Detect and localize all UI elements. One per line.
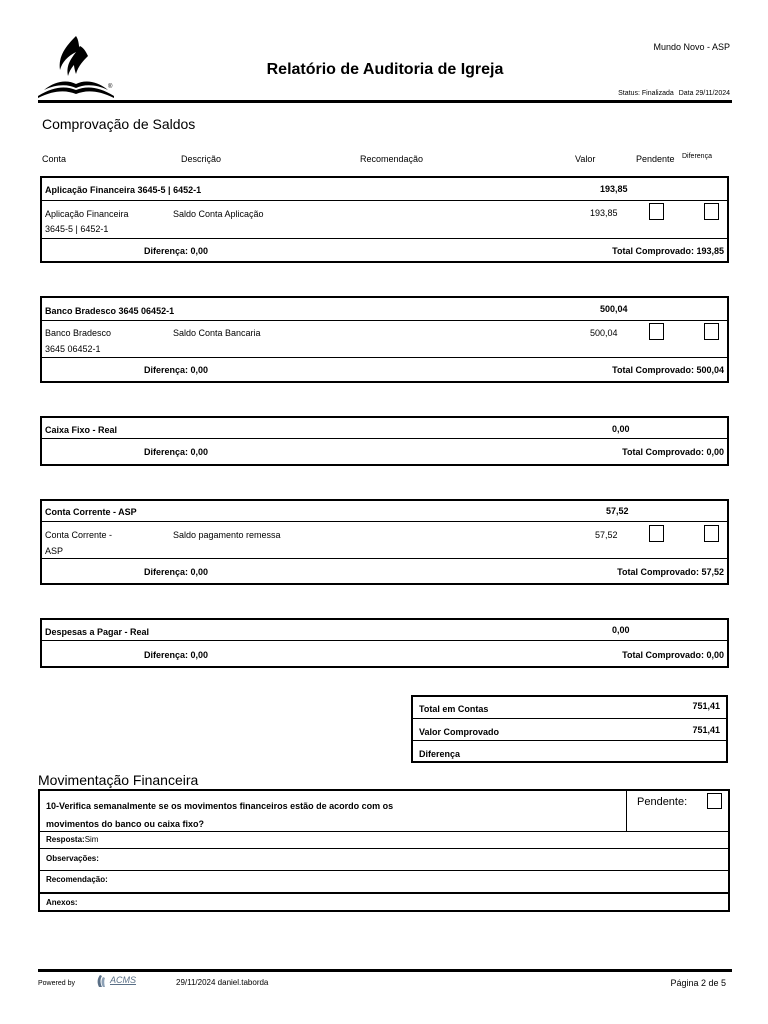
col-pendente: Pendente xyxy=(636,154,675,164)
saldo-block xyxy=(40,618,729,668)
row-descricao: Saldo Conta Bancaria xyxy=(173,328,261,338)
question-text-2: movimentos do banco ou caixa fixo? xyxy=(46,819,205,829)
pendente-checkbox[interactable] xyxy=(649,323,664,340)
row-descricao: Saldo Conta Aplicação xyxy=(173,209,264,219)
block-diferenca: Diferença: 0,00 xyxy=(144,246,209,256)
date-value: 29/11/2024 xyxy=(695,90,730,97)
report-title: Relatório de Auditoria de Igreja xyxy=(266,61,504,78)
pendente-checkbox[interactable] xyxy=(707,793,722,809)
footer-divider xyxy=(38,969,732,972)
acms-logo-icon xyxy=(94,974,142,990)
saldo-block xyxy=(40,296,729,383)
total-contas-label: Total em Contas xyxy=(419,704,489,714)
pendente-checkbox[interactable] xyxy=(649,525,664,542)
resposta-value: Sim xyxy=(84,835,99,844)
status-line xyxy=(560,90,730,97)
saldos-heading: Comprovação de Saldos xyxy=(42,116,196,132)
row-conta: Banco Bradesco xyxy=(45,328,112,338)
block-divider xyxy=(42,357,727,358)
valor-comprovado-value: 751,41 xyxy=(692,725,720,735)
block-diferenca: Diferença: 0,00 xyxy=(144,447,209,457)
block-value: 0,00 xyxy=(612,424,630,434)
block-divider xyxy=(42,521,727,522)
block-diferenca: Diferença: 0,00 xyxy=(144,567,209,577)
pendente-label: Pendente: xyxy=(637,796,688,808)
block-total: Total Comprovado: 193,85 xyxy=(612,246,724,256)
block-divider xyxy=(42,320,727,321)
row-descricao: Saldo pagamento remessa xyxy=(173,530,281,540)
col-valor: Valor xyxy=(575,154,596,164)
date-label: Data xyxy=(678,90,694,97)
col-conta: Conta xyxy=(42,154,67,164)
page-number: Página 2 de 5 xyxy=(670,978,726,988)
logo-registered-mark: ® xyxy=(108,84,113,90)
observacoes-label: Observações: xyxy=(46,854,99,863)
total-contas-value: 751,41 xyxy=(692,701,720,711)
header-divider xyxy=(38,100,732,103)
powered-by: Powered by xyxy=(38,980,75,987)
block-title: Conta Corrente - ASP xyxy=(45,507,137,517)
block-diferenca: Diferença: 0,00 xyxy=(144,650,209,660)
header-location: Mundo Novo - ASP xyxy=(653,42,730,52)
saldo-block xyxy=(40,416,729,466)
row-conta-2: 3645 06452-1 xyxy=(45,344,101,354)
row-conta-2: 3645-5 | 6452-1 xyxy=(45,224,109,234)
row-valor: 500,04 xyxy=(590,328,618,338)
diferenca-checkbox[interactable] xyxy=(704,525,719,542)
block-title: Aplicação Financeira 3645-5 | 6452-1 xyxy=(45,185,202,195)
diferenca-checkbox[interactable] xyxy=(704,323,719,340)
block-value: 57,52 xyxy=(606,506,629,516)
question-divider xyxy=(40,848,728,849)
summary-divider xyxy=(413,718,726,719)
block-value: 0,00 xyxy=(612,625,630,635)
footer-stamp: 29/11/2024 daniel.taborda xyxy=(176,978,269,987)
question-divider xyxy=(40,892,728,894)
valor-comprovado-label: Valor Comprovado xyxy=(419,727,500,737)
block-title: Despesas a Pagar - Real xyxy=(45,627,150,637)
pendente-divider xyxy=(626,791,627,831)
col-diferenca: Diferença xyxy=(682,153,712,160)
summary-divider xyxy=(413,740,726,741)
block-divider xyxy=(42,438,727,439)
saldo-block xyxy=(40,176,729,263)
block-total: Total Comprovado: 0,00 xyxy=(622,650,724,660)
block-divider xyxy=(42,640,727,641)
block-title: Caixa Fixo - Real xyxy=(45,425,118,435)
row-conta: Conta Corrente - xyxy=(45,530,113,540)
summary-box xyxy=(411,695,728,763)
row-valor: 193,85 xyxy=(590,208,618,218)
diferenca-checkbox[interactable] xyxy=(704,203,719,220)
block-total: Total Comprovado: 57,52 xyxy=(617,567,724,577)
row-conta-2: ASP xyxy=(45,546,64,556)
row-valor: 57,52 xyxy=(595,530,618,540)
pendente-checkbox[interactable] xyxy=(649,203,664,220)
question-text-1: 10-Verifica semanalmente se os movimentos financeiros estão de acordo com os xyxy=(46,801,394,811)
block-value: 193,85 xyxy=(600,184,628,194)
church-logo-icon xyxy=(36,32,116,100)
question-divider xyxy=(40,870,728,871)
anexos-label: Anexos: xyxy=(46,898,78,907)
resposta-row xyxy=(46,835,98,844)
col-recomendacao: Recomendação xyxy=(360,154,424,164)
block-title: Banco Bradesco 3645 06452-1 xyxy=(45,306,175,316)
block-divider xyxy=(42,558,727,559)
resposta-label: Resposta: xyxy=(46,835,85,844)
question-box xyxy=(38,789,730,912)
acms-logo-text: ACMS xyxy=(110,975,137,985)
saldo-block xyxy=(40,499,729,585)
recomendacao-label: Recomendação: xyxy=(46,875,108,884)
row-conta: Aplicação Financeira xyxy=(45,209,129,219)
status-label: Status: xyxy=(618,90,640,97)
block-total: Total Comprovado: 0,00 xyxy=(622,447,724,457)
movimentacao-heading: Movimentação Financeira xyxy=(38,772,199,788)
diferenca-label: Diferença xyxy=(419,749,461,759)
question-divider xyxy=(40,831,728,832)
status-value: Finalizada xyxy=(641,90,674,97)
block-total: Total Comprovado: 500,04 xyxy=(612,365,724,375)
block-divider xyxy=(42,238,727,239)
block-divider xyxy=(42,200,727,201)
block-value: 500,04 xyxy=(600,304,628,314)
block-diferenca: Diferença: 0,00 xyxy=(144,365,209,375)
col-descricao: Descrição xyxy=(181,154,222,164)
